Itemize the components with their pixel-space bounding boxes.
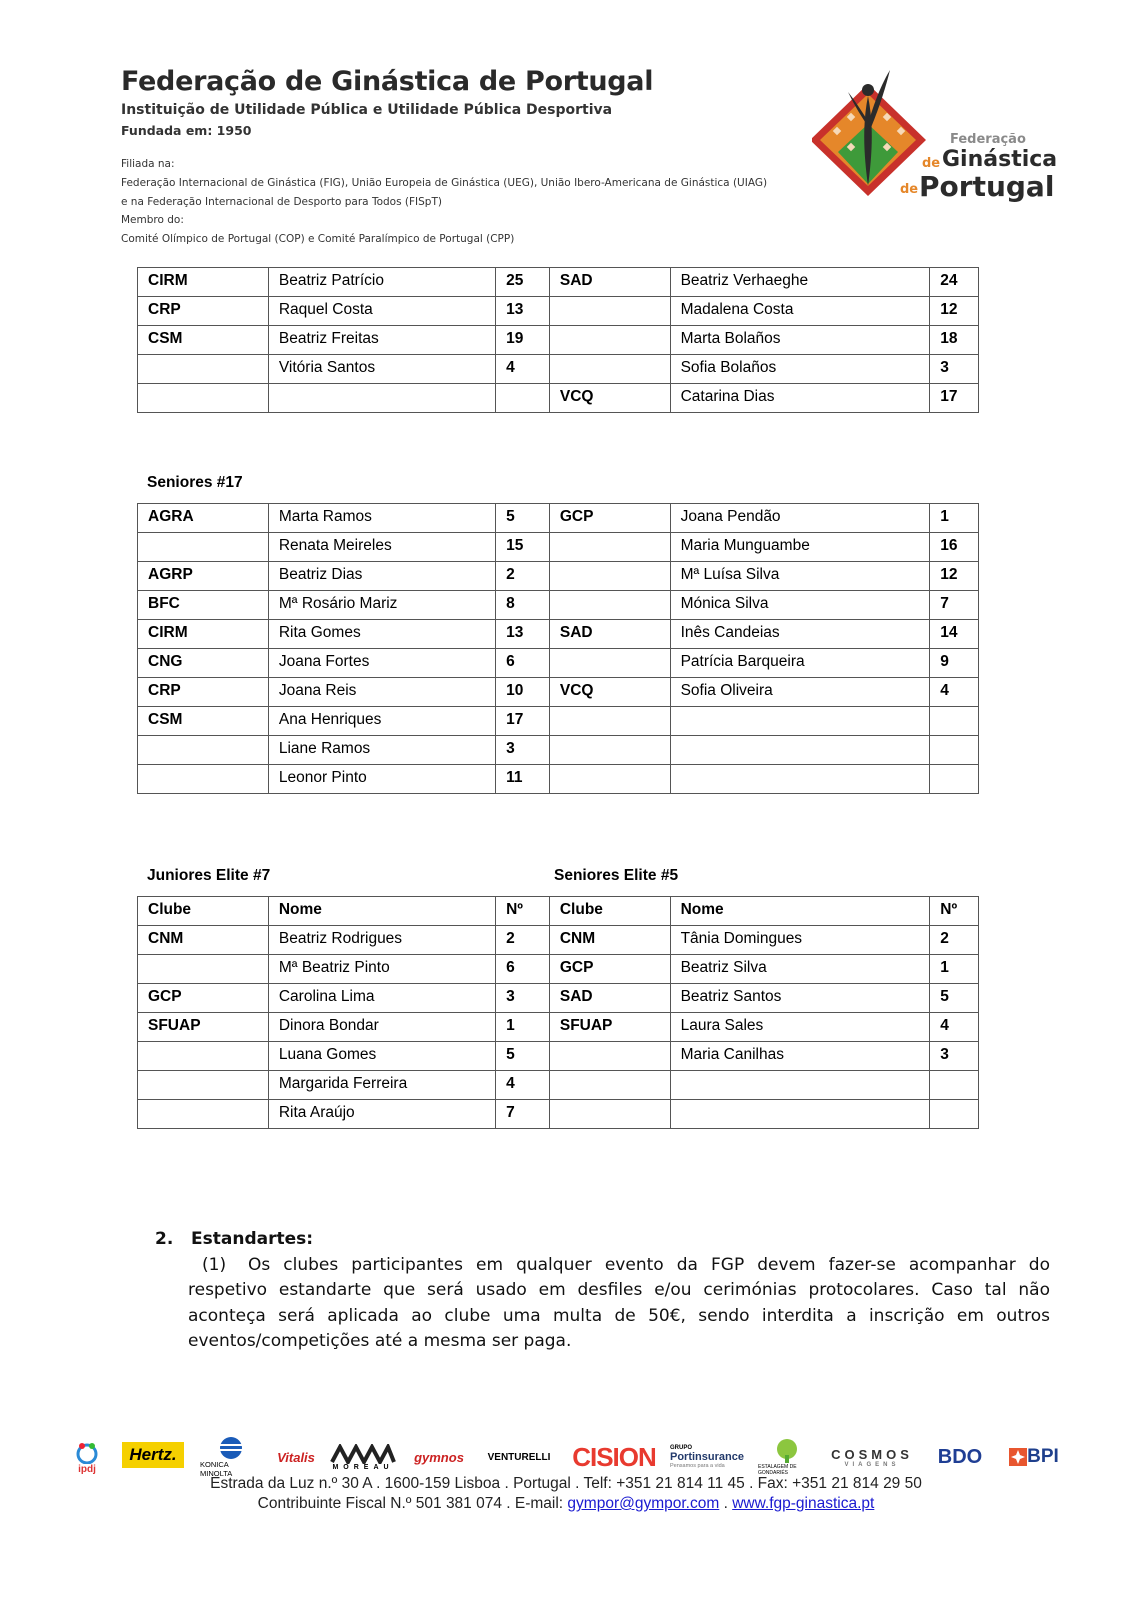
sponsor-moreau-text: MOREAU [332, 1463, 394, 1471]
item-number: (1) [202, 1254, 227, 1275]
club-cell: VCQ [549, 384, 670, 413]
number-cell: 4 [930, 1013, 979, 1042]
name-cell: Ana Henriques [268, 707, 495, 736]
number-cell: 17 [930, 384, 979, 413]
name-cell: Raquel Costa [268, 297, 495, 326]
footer-address: Estrada da Luz n.º 30 A . 1600-159 Lisboa . Portugal . Telf: +351 21 814 11 45 . Fax: +351 21 814 29 50 [210, 1475, 922, 1492]
name-cell: Luana Gomes [268, 1042, 495, 1071]
number-cell: 1 [930, 504, 979, 533]
column-header: Nome [268, 897, 495, 926]
sponsor-hertz: Hertz. [122, 1442, 184, 1468]
number-cell: 12 [930, 297, 979, 326]
name-cell [268, 384, 495, 413]
number-cell [930, 765, 979, 794]
name-cell: Mª Beatriz Pinto [268, 955, 495, 984]
club-cell [138, 533, 269, 562]
elite-table [137, 896, 979, 1129]
club-cell: SAD [549, 268, 670, 297]
club-cell: CSM [138, 326, 269, 355]
column-header: Nº [930, 897, 979, 926]
number-cell: 3 [496, 984, 550, 1013]
number-cell: 7 [930, 591, 979, 620]
club-cell [138, 1100, 269, 1129]
table-row [138, 297, 979, 326]
club-cell: CRP [138, 297, 269, 326]
club-cell [549, 591, 670, 620]
number-cell: 12 [930, 562, 979, 591]
club-cell: CIRM [138, 620, 269, 649]
table-row [138, 533, 979, 562]
logo-text-ginastica: Ginástica [942, 147, 1058, 172]
table-row [138, 984, 979, 1013]
club-cell: AGRA [138, 504, 269, 533]
name-cell: Marta Bolaños [670, 326, 930, 355]
affiliated-line-1: Federação Internacional de Ginástica (FIG), União Europeia de Ginástica (UEG), União Ibero-Americana de Ginástica (UIAG) [121, 177, 768, 189]
column-header: Clube [138, 897, 269, 926]
name-cell: Carolina Lima [268, 984, 495, 1013]
organization-title: Federação de Ginástica de Portugal [121, 66, 654, 97]
table-row [138, 678, 979, 707]
number-cell: 3 [930, 1042, 979, 1071]
club-cell [549, 1100, 670, 1129]
club-cell: SFUAP [138, 1013, 269, 1042]
number-cell [496, 384, 550, 413]
sponsor-portinsurance-group: GRUPO [670, 1445, 693, 1451]
number-cell: 4 [496, 355, 550, 384]
number-cell: 3 [930, 355, 979, 384]
club-cell [138, 955, 269, 984]
name-cell [670, 707, 930, 736]
number-cell: 19 [496, 326, 550, 355]
number-cell: 7 [496, 1100, 550, 1129]
number-cell [930, 707, 979, 736]
affiliated-label: Filiada na: [121, 158, 175, 170]
name-cell: Beatriz Silva [670, 955, 930, 984]
club-cell: SAD [549, 620, 670, 649]
name-cell: Vitória Santos [268, 355, 495, 384]
number-cell [930, 736, 979, 765]
bpi-star-icon [1009, 1448, 1027, 1466]
estalagem-tree-icon [774, 1438, 800, 1464]
number-cell: 16 [930, 533, 979, 562]
sponsor-cision: CISION [572, 1441, 656, 1472]
column-header: Nº [496, 897, 550, 926]
number-cell: 2 [496, 926, 550, 955]
name-cell: Sofia Oliveira [670, 678, 930, 707]
club-cell [138, 1042, 269, 1071]
number-cell: 5 [496, 1042, 550, 1071]
sponsor-konica-text: KONICA MINOLTA [200, 1460, 233, 1478]
club-cell: BFC [138, 591, 269, 620]
club-cell [549, 533, 670, 562]
sponsor-bpi-text: BPI [1027, 1446, 1059, 1467]
club-cell: CRP [138, 678, 269, 707]
number-cell: 9 [930, 649, 979, 678]
name-cell: Patrícia Barqueira [670, 649, 930, 678]
number-cell: 13 [496, 620, 550, 649]
founded-date: Fundada em: 1950 [121, 123, 252, 138]
name-cell: Tânia Domingues [670, 926, 930, 955]
club-cell [549, 736, 670, 765]
name-cell: Maria Munguambe [670, 533, 930, 562]
number-cell: 24 [930, 268, 979, 297]
table-row [138, 649, 979, 678]
sponsor-portinsurance-text: Portinsurance [670, 1451, 744, 1463]
footer-website-link[interactable]: www.fgp-ginastica.pt [732, 1495, 875, 1512]
club-cell: CSM [138, 707, 269, 736]
logo-text-de-2: de [900, 182, 919, 197]
table-row [138, 1013, 979, 1042]
table-row [138, 1100, 979, 1129]
results-table-continued [137, 267, 979, 413]
club-cell [549, 765, 670, 794]
number-cell: 2 [930, 926, 979, 955]
table-row [138, 736, 979, 765]
footer-contacts [0, 1495, 1132, 1513]
footer-tax-id: Contribuinte Fiscal N.º 501 381 074 . E-mail: [257, 1495, 568, 1512]
table-row [138, 620, 979, 649]
club-cell [138, 355, 269, 384]
number-cell: 3 [496, 736, 550, 765]
club-cell: SFUAP [549, 1013, 670, 1042]
name-cell: Liane Ramos [268, 736, 495, 765]
club-cell: GCP [549, 955, 670, 984]
club-cell [549, 1071, 670, 1100]
name-cell: Beatriz Patrício [268, 268, 495, 297]
number-cell: 2 [496, 562, 550, 591]
section-paragraph [155, 1253, 1050, 1355]
name-cell: Beatriz Rodrigues [268, 926, 495, 955]
number-cell: 18 [930, 326, 979, 355]
club-cell [549, 562, 670, 591]
name-cell: Mª Luísa Silva [670, 562, 930, 591]
sponsor-bdo: BDO [937, 1445, 983, 1468]
table-row [138, 268, 979, 297]
name-cell: Catarina Dias [670, 384, 930, 413]
column-header: Nome [670, 897, 930, 926]
table-row [138, 504, 979, 533]
name-cell: Leonor Pinto [268, 765, 495, 794]
club-cell: CNM [138, 926, 269, 955]
name-cell: Dinora Bondar [268, 1013, 495, 1042]
name-cell: Joana Pendão [670, 504, 930, 533]
table-row [138, 326, 979, 355]
number-cell: 11 [496, 765, 550, 794]
table-header-row [138, 897, 979, 926]
sponsor-cosmos-text: COSMOS [831, 1446, 913, 1462]
name-cell: Marta Ramos [268, 504, 495, 533]
number-cell: 17 [496, 707, 550, 736]
table-row [138, 955, 979, 984]
name-cell [670, 736, 930, 765]
name-cell: Margarida Ferreira [268, 1071, 495, 1100]
ipdj-icon [72, 1440, 102, 1464]
table-row [138, 355, 979, 384]
club-cell: SAD [549, 984, 670, 1013]
number-cell: 10 [496, 678, 550, 707]
sponsor-portinsurance-tagline: Pensamos para a vida [670, 1463, 725, 1469]
club-cell [138, 384, 269, 413]
club-cell: AGRP [138, 562, 269, 591]
number-cell: 4 [496, 1071, 550, 1100]
name-cell: Joana Reis [268, 678, 495, 707]
item-text: Os clubes participantes em qualquer evento da FGP devem fazer-se acompanhar do respetivo estandarte que será usado em desfiles e/ou cerimónias protocolares. Caso tal não aconteça será aplicada ao clube uma multa de 50€, sendo interdita a inscrição em outros eventos/competições até a mesma ser paga. [188, 1254, 1050, 1351]
sponsor-gymnos: gymnos [414, 1449, 464, 1465]
club-cell [549, 297, 670, 326]
name-cell: Madalena Costa [670, 297, 930, 326]
logo-text-federacao: Federação [950, 132, 1026, 147]
number-cell [930, 1071, 979, 1100]
sponsor-estalagem-text: ESTALAGEM DE GONDARIÉS [758, 1464, 797, 1476]
name-cell: Beatriz Verhaeghe [670, 268, 930, 297]
name-cell: Rita Gomes [268, 620, 495, 649]
number-cell [930, 1100, 979, 1129]
sponsor-cosmos-subtext: VIAGENS [844, 1461, 900, 1468]
name-cell: Rita Araújo [268, 1100, 495, 1129]
name-cell: Mª Rosário Mariz [268, 591, 495, 620]
table-row [138, 562, 979, 591]
name-cell: Laura Sales [670, 1013, 930, 1042]
name-cell: Maria Canilhas [670, 1042, 930, 1071]
seniores-table [137, 503, 979, 794]
number-cell: 6 [496, 649, 550, 678]
member-line: Comité Olímpico de Portugal (COP) e Comité Paralímpico de Portugal (CPP) [121, 233, 515, 245]
table-row [138, 1042, 979, 1071]
club-cell [549, 355, 670, 384]
club-cell: VCQ [549, 678, 670, 707]
name-cell: Mónica Silva [670, 591, 930, 620]
club-cell [549, 649, 670, 678]
name-cell [670, 1100, 930, 1129]
club-cell [138, 1071, 269, 1100]
name-cell [670, 1071, 930, 1100]
fgp-logo [812, 66, 1058, 206]
number-cell: 4 [930, 678, 979, 707]
logo-text-de: de [922, 156, 941, 171]
club-cell: CNG [138, 649, 269, 678]
number-cell: 25 [496, 268, 550, 297]
konica-globe-icon [218, 1436, 244, 1460]
affiliated-line-2: e na Federação Internacional de Desporto para Todos (FISpT) [121, 196, 442, 208]
club-cell [138, 736, 269, 765]
club-cell [549, 707, 670, 736]
club-cell [138, 765, 269, 794]
number-cell: 5 [496, 504, 550, 533]
moreau-logo-icon [330, 1444, 396, 1464]
column-header: Clube [549, 897, 670, 926]
club-cell: CIRM [138, 268, 269, 297]
number-cell: 14 [930, 620, 979, 649]
number-cell: 13 [496, 297, 550, 326]
name-cell: Renata Meireles [268, 533, 495, 562]
sponsor-venturelli: VENTURELLI [487, 1451, 551, 1463]
table-row [138, 591, 979, 620]
member-label: Membro do: [121, 214, 184, 226]
table-row [138, 384, 979, 413]
section-estandartes [155, 1227, 1050, 1355]
name-cell: Beatriz Dias [268, 562, 495, 591]
table-row [138, 1071, 979, 1100]
name-cell: Sofia Bolaños [670, 355, 930, 384]
name-cell: Joana Fortes [268, 649, 495, 678]
name-cell [670, 765, 930, 794]
name-cell: Inês Candeias [670, 620, 930, 649]
seniores-elite-title: Seniores Elite #5 [554, 867, 679, 884]
seniores-title: Seniores #17 [147, 474, 243, 491]
number-cell: 1 [930, 955, 979, 984]
logo-text-portugal: Portugal [919, 170, 1055, 203]
club-cell: GCP [549, 504, 670, 533]
organization-subtitle: Instituição de Utilidade Pública e Utilidade Pública Desportiva [121, 102, 613, 118]
number-cell: 1 [496, 1013, 550, 1042]
club-cell [549, 326, 670, 355]
table-row [138, 765, 979, 794]
section-heading: 2. Estandartes: [155, 1229, 314, 1249]
number-cell: 15 [496, 533, 550, 562]
footer-email-link[interactable]: gympor@gympor.com [567, 1495, 720, 1512]
club-cell: CNM [549, 926, 670, 955]
table-row [138, 707, 979, 736]
footer-separator: . [719, 1495, 733, 1512]
sponsor-ipdj-text: ipdj [78, 1463, 96, 1475]
juniores-elite-title: Juniores Elite #7 [147, 867, 271, 884]
club-cell: GCP [138, 984, 269, 1013]
name-cell: Beatriz Santos [670, 984, 930, 1013]
name-cell: Beatriz Freitas [268, 326, 495, 355]
table-row [138, 926, 979, 955]
number-cell: 6 [496, 955, 550, 984]
club-cell [549, 1042, 670, 1071]
number-cell: 5 [930, 984, 979, 1013]
number-cell: 8 [496, 591, 550, 620]
sponsor-vitalis: Vitalis [277, 1449, 315, 1465]
